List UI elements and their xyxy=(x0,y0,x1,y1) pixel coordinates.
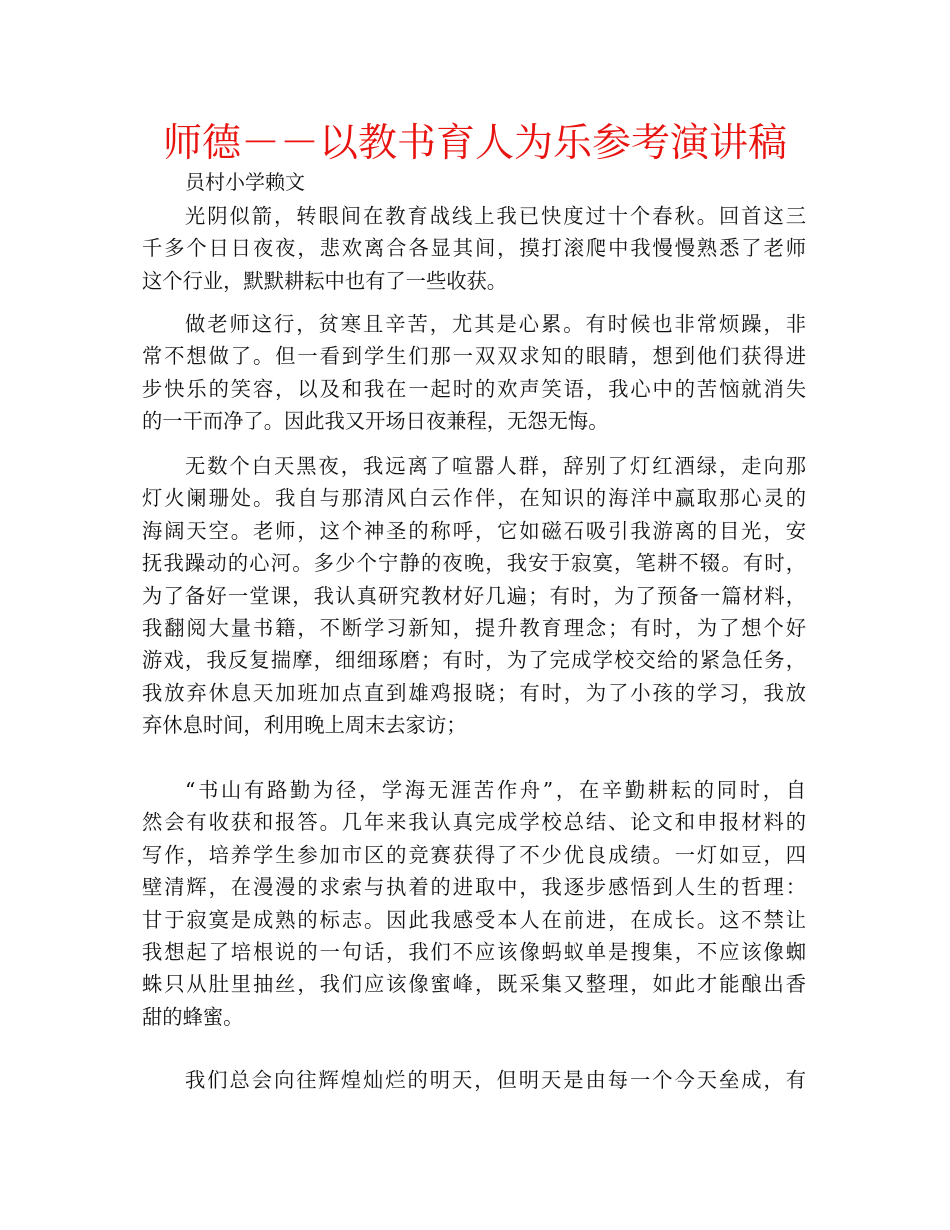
paragraph-4-line: 甜的蜂蜜。 xyxy=(142,1004,244,1029)
paragraph-3-line: 我翻阅大量书籍，不断学习新知，提升教育理念；有时，为了想个好 xyxy=(142,616,806,640)
paragraph-4-line: “书山有路勤为径，学海无涯苦作舟”，在辛勤耕耘的同时，自 xyxy=(185,778,806,802)
paragraph-5-line: 我们总会向往辉煌灿烂的明天，但明天是由每一个今天垒成，有 xyxy=(185,1068,806,1092)
paragraph-4-line: 写作，培养学生参加市区的竞赛获得了不少优良成绩。一灯如豆，四 xyxy=(142,842,806,867)
paragraph-2-line: 常不想做了。但一看到学生们那一双双求知的眼睛，想到他们获得进 xyxy=(142,344,806,369)
paragraph-4-line: 然会有收获和报答。几年来我认真完成学校总结、论文和申报材料的 xyxy=(142,810,806,835)
paragraph-1-line: 光阴似箭，转眼间在教育战线上我已快度过十个春秋。回首这三 xyxy=(185,204,806,228)
paragraph-3-line: 抚我躁动的心河。多少个宁静的夜晚，我安于寂寞，笔耕不辍。有时， xyxy=(142,551,806,576)
document-title: 师德－－以教书育人为乐参考演讲稿 xyxy=(162,121,787,166)
paragraph-1-line: 这个行业，默默耕耘中也有了一些收获。 xyxy=(142,268,508,293)
paragraph-2-line: 的一干而净了。因此我又开场日夜兼程，无怨无悔。 xyxy=(142,409,609,434)
paragraph-3-line: 海阔天空。老师，这个神圣的称呼，它如磁石吸引我游离的目光，安 xyxy=(142,518,806,543)
paragraph-4-line: 我想起了培根说的一句话，我们不应该像蚂蚁单是搜集，不应该像蜘 xyxy=(142,940,806,964)
paragraph-3-line: 弃休息时间，利用晚上周末去家访； xyxy=(142,713,467,738)
paragraph-3-line: 我放弃休息天加班加点直到雄鸡报晓；有时，为了小孩的学习，我放 xyxy=(142,680,806,705)
paragraph-4-line: 蛛只从肚里抽丝，我们应该像蜜峰，既采集又整理，如此才能酿出香 xyxy=(142,972,806,997)
paragraph-3-line: 游戏，我反复揣摩，细细琢磨；有时，为了完成学校交给的紧急任务， xyxy=(142,648,806,673)
paragraph-4-line: 壁清辉，在漫漫的求索与执着的进取中，我逐步感悟到人生的哲理： xyxy=(142,875,806,900)
document-author: 员村小学赖文 xyxy=(185,170,305,194)
paragraph-1-line: 千多个日日夜夜，悲欢离合各显其间，摸打滚爬中我慢慢熟悉了老师 xyxy=(142,236,806,261)
paragraph-2-line: 做老师这行，贫寒且辛苦，尤其是心累。有时候也非常烦躁，非 xyxy=(185,312,806,336)
paragraph-3-line: 无数个白天黑夜，我远离了喧嚣人群，辞别了灯红酒绿，走向那 xyxy=(185,454,806,478)
paragraph-2-line: 步快乐的笑容，以及和我在一起时的欢声笑语，我心中的苦恼就消失 xyxy=(142,376,806,401)
paragraph-3-line: 灯火阑珊处。我自与那清风白云作伴，在知识的海洋中赢取那心灵的 xyxy=(142,486,806,511)
paragraph-3-line: 为了备好一堂课，我认真研究教材好几遍；有时，为了预备一篇材料， xyxy=(142,583,806,608)
paragraph-4-line: 甘于寂寞是成熟的标志。因此我感受本人在前进，在成长。这不禁让 xyxy=(142,907,806,932)
